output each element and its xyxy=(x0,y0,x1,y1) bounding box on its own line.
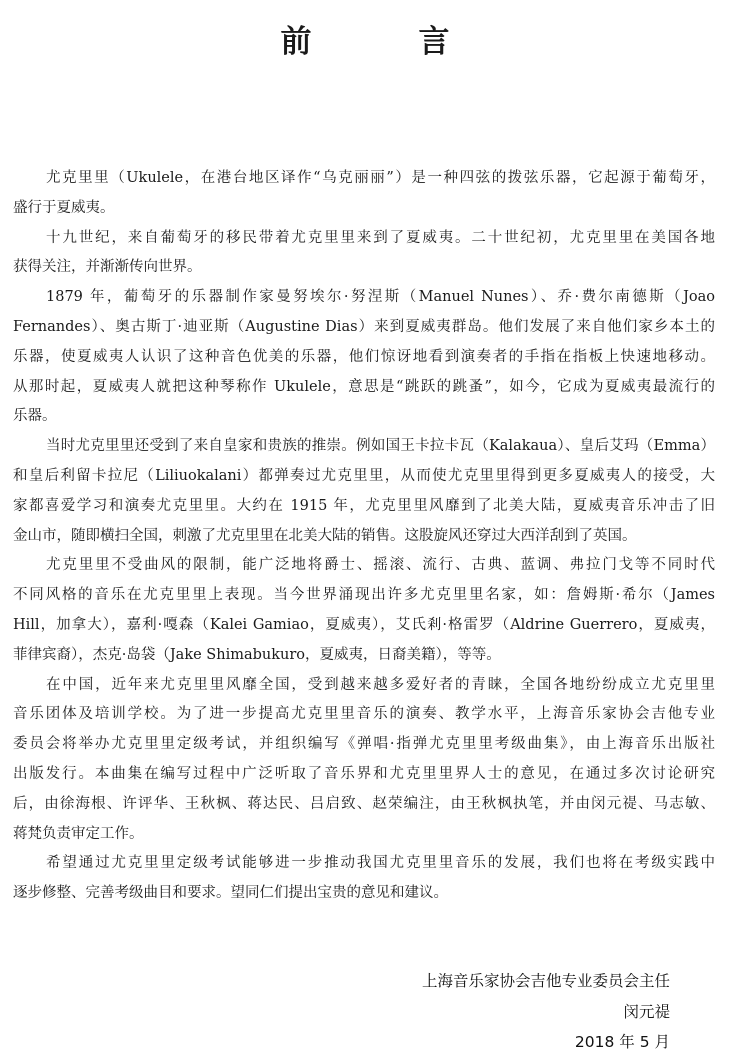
paragraph xyxy=(13,283,715,432)
paragraph-line: 乐器。 xyxy=(13,408,57,425)
paragraph-line: Hill，加拿大），嘉利·嘎森（Kalei Gamiao，夏威夷），艾氏剎·格雷罗（Aldrine Guerrero，夏威夷， xyxy=(13,616,715,633)
paragraph-line: 家都喜爱学习和演奏尤克里里。大约在 1915 年，尤克里里风靡到了北美大陆，夏威夷音乐冲击了旧 xyxy=(13,497,715,514)
paragraph-line: 逐步修整、完善考级曲目和要求。望同仁们提出宝贵的意见和建议。 xyxy=(13,885,448,902)
paragraph-line: 盛行于夏威夷。 xyxy=(13,199,115,216)
signature-organization: 上海音乐家协会吉他专业委员会主任 xyxy=(421,972,670,990)
paragraph-line: 希望通过尤克里里定级考试能够进一步推动我国尤克里里音乐的发展，我们也将在考级实践中 xyxy=(46,855,715,872)
paragraph xyxy=(13,432,715,551)
paragraph-line: 音乐团体及培训学校。为了进一步提高尤克里里音乐的演奏、教学水平，上海音乐家协会吉他专业 xyxy=(13,706,715,723)
paragraph xyxy=(13,671,715,850)
paragraph-line: Fernandes）、奥古斯丁·迪亚斯（Augustine Dias）来到夏威夷群岛。他们发展了来自他们家乡本土的 xyxy=(13,318,715,335)
paragraph-line: 尤克里里（Ukulele，在港台地区译作“乌克丽丽”）是一种四弦的拨弦乐器，它起源于葡萄牙， xyxy=(46,170,715,186)
paragraph-line: 委员会将举办尤克里里定级考试，并组织编写《弹唱·指弹尤克里里考级曲集》，由上海音乐出版社 xyxy=(13,736,715,753)
paragraph-line: 后，由徐海根、许评华、王秋枫、蒋达民、吕启致、赵荣编注，由王秋枫执笔，并由闵元禔、马志敏、 xyxy=(13,795,715,812)
paragraph-line: 当时尤克里里还受到了来自皇家和贵族的推崇。例如国王卡拉卡瓦（Kalakaua）、皇后艾玛（Emma） xyxy=(46,438,715,455)
paragraph-line: 在中国，近年来尤克里里风靡全国，受到越来越多爱好者的青睐，全国各地纷纷成立尤克里里 xyxy=(46,676,715,693)
page-title: 前 言 xyxy=(280,24,488,60)
preface-body xyxy=(13,164,715,909)
paragraph-line: 金山市，随即横扫全国，刺激了尤克里里在北美大陆的销售。这股旋风还穿过大西洋刮到了英国。 xyxy=(13,527,637,544)
paragraph xyxy=(13,551,715,670)
paragraph-line: 从那时起，夏威夷人就把这种琴称作 Ukulele，意思是“跳跃的跳蚤”，如今，它成为夏威夷最流行的 xyxy=(13,378,715,395)
paragraph xyxy=(13,164,715,224)
signature-date: 2018 年 5 月 xyxy=(574,1033,670,1051)
paragraph-line: 出版发行。本曲集在编写过程中广泛听取了音乐界和尤克里里界人士的意见，在通过多次讨论研究 xyxy=(13,765,715,782)
paragraph-line: 和皇后利留卡拉尼（Liliuokalani）都弹奏过尤克里里，从而使尤克里里得到更多夏威夷人的接受，大 xyxy=(13,467,715,484)
signature-name: 闵元禔 xyxy=(623,1003,670,1021)
paragraph-line: 乐器，使夏威夷人认识了这种音色优美的乐器，他们惊讶地看到演奏者的手指在指板上快速地移动。 xyxy=(13,348,715,365)
paragraph-line: 尤克里里不受曲风的限制，能广泛地将爵士、摇滚、流行、古典、蓝调、弗拉门戈等不同时代 xyxy=(46,557,715,574)
paragraph-line: 十九世纪，来自葡萄牙的移民带着尤克里里来到了夏威夷。二十世纪初，尤克里里在美国各地 xyxy=(46,229,715,246)
paragraph xyxy=(13,849,715,909)
paragraph xyxy=(13,224,715,284)
paragraph-line: 不同风格的音乐在尤克里里上表现。当今世界涌现出许多尤克里里名家，如：詹姆斯·希尔（James xyxy=(13,587,715,604)
paragraph-line: 菲律宾裔），杰克·岛袋（Jake Shimabukuro，夏威夷，日裔美籍），等等。 xyxy=(13,646,501,663)
paragraph-line: 获得关注，并渐渐传向世界。 xyxy=(13,259,202,276)
paragraph-line: 1879 年，葡萄牙的乐器制作家曼努埃尔·努涅斯（Manuel Nunes）、乔·费尔南德斯（Joao xyxy=(46,289,715,306)
paragraph-line: 蒋梵负责审定工作。 xyxy=(13,825,144,842)
